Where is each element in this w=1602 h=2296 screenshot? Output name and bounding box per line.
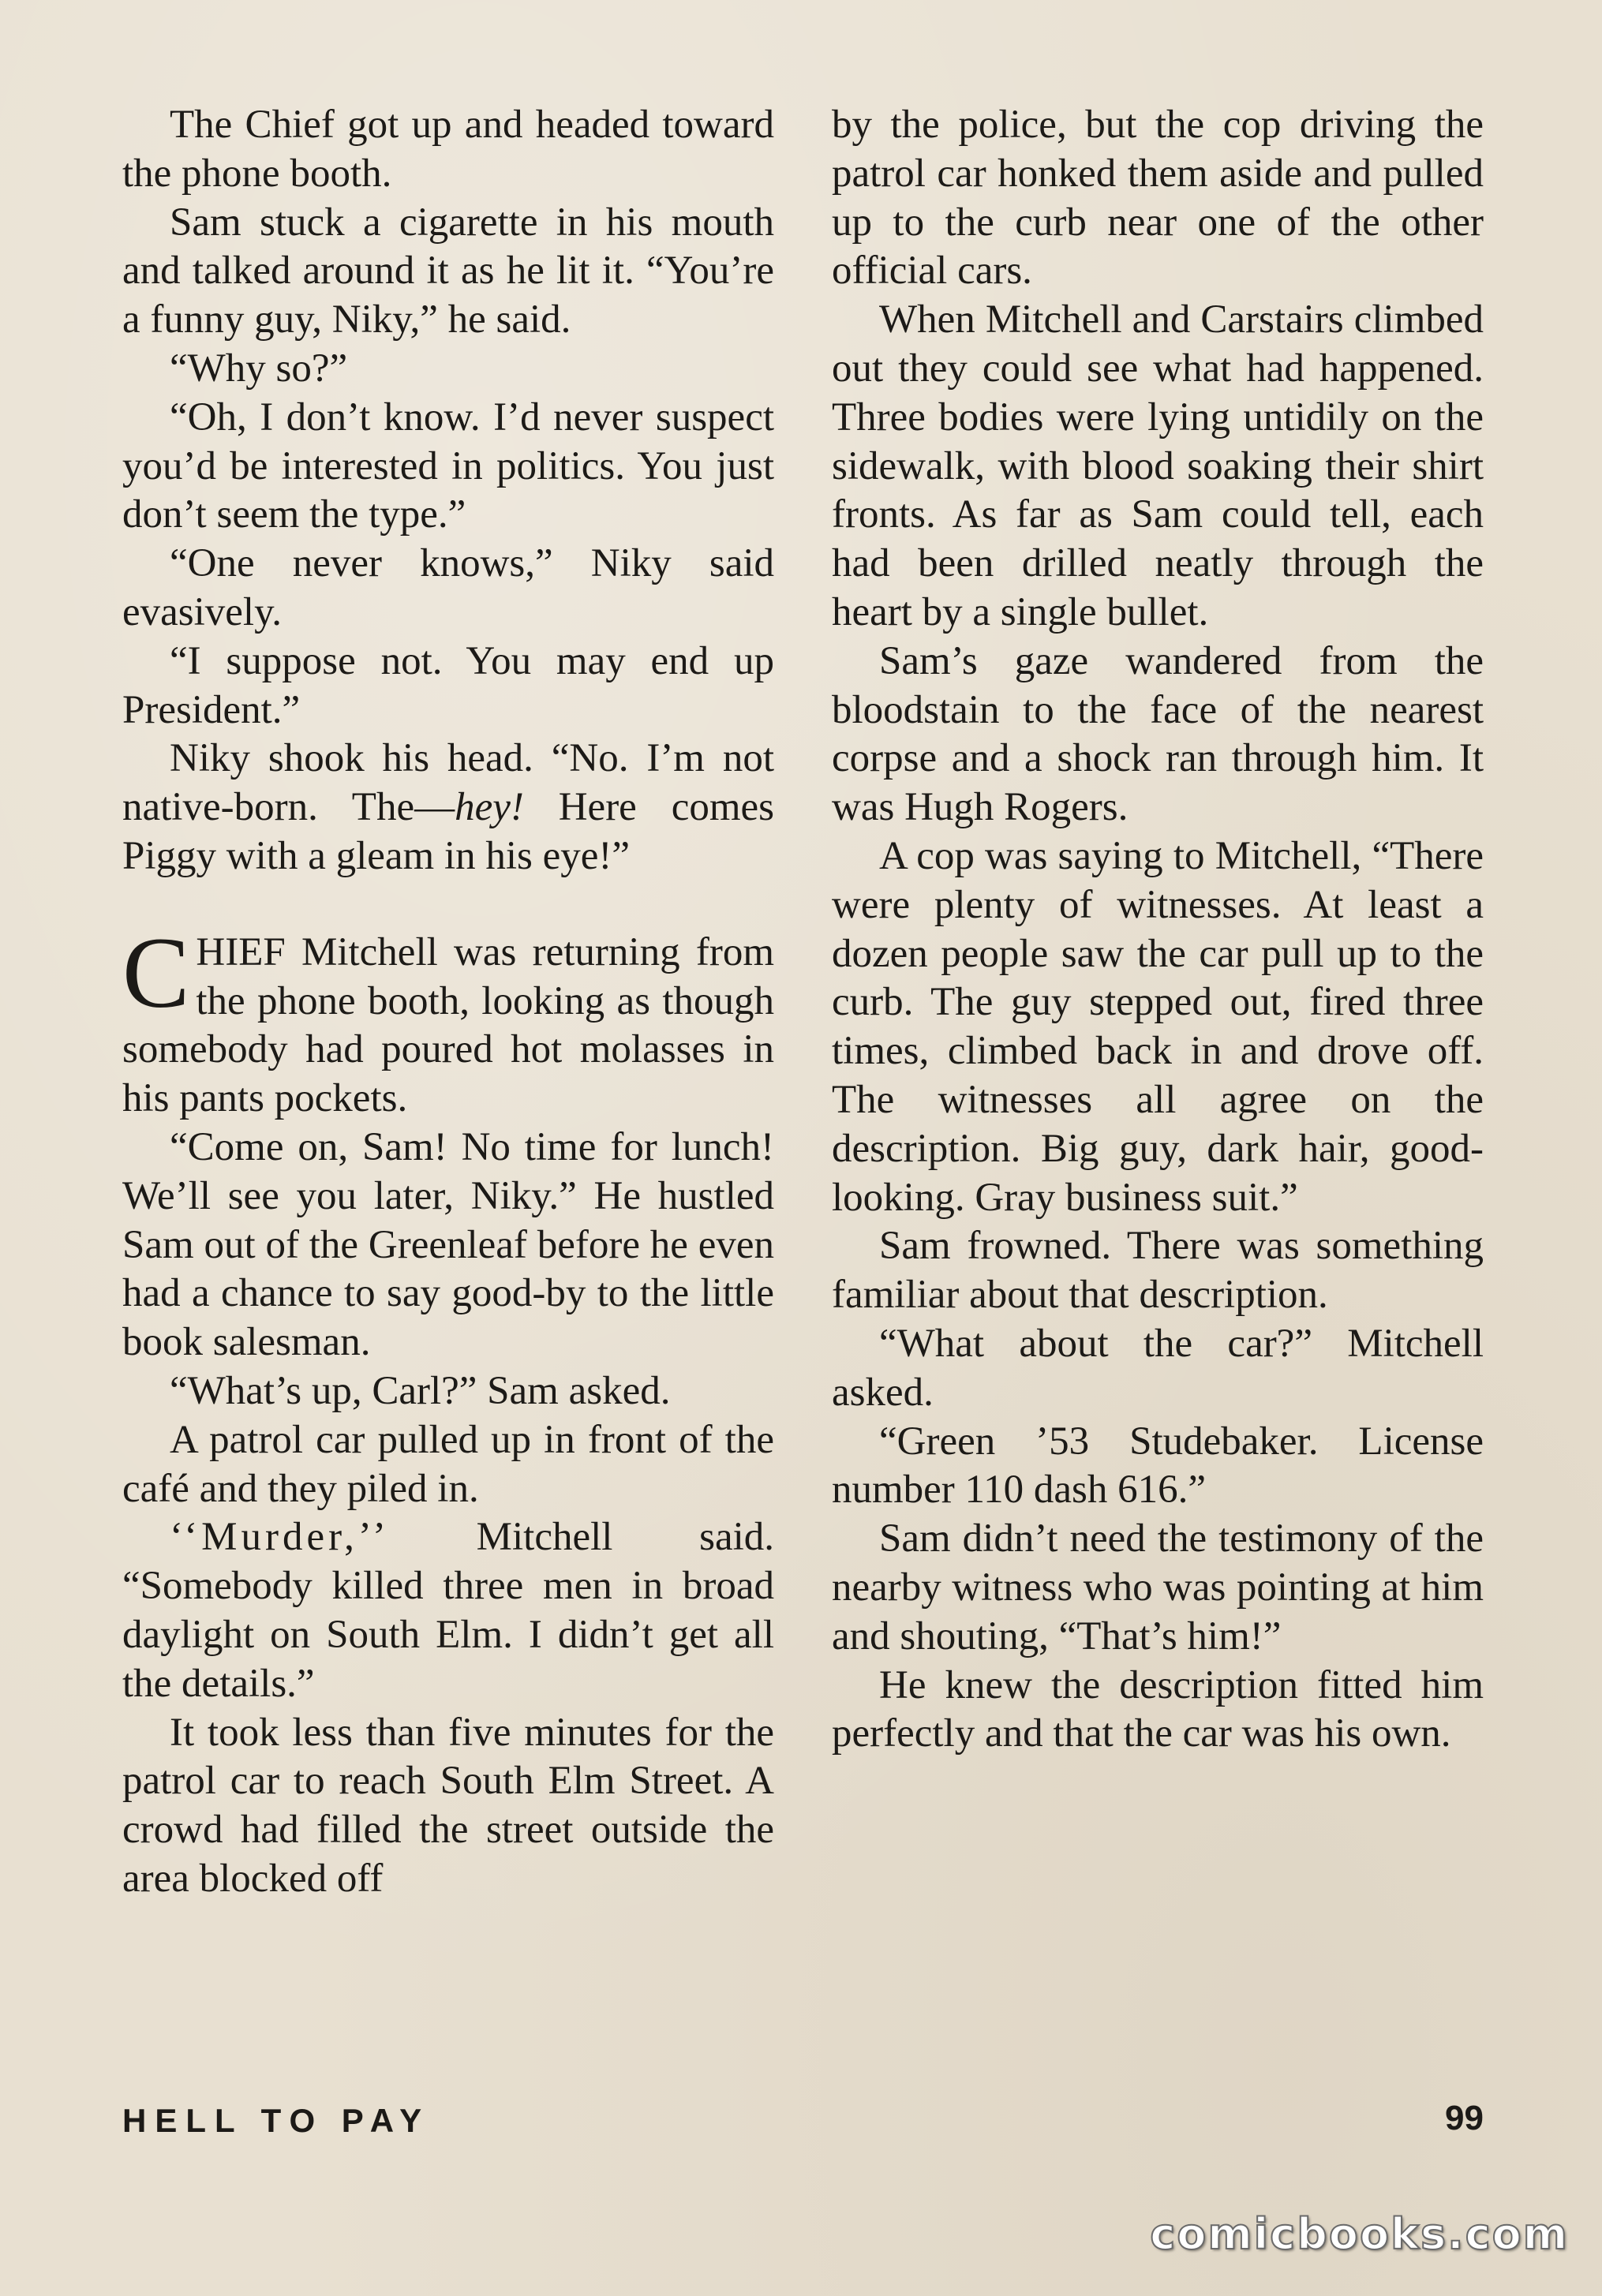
paragraph-text: Niky shook his head. “No. I’m not native-born. The—	[122, 736, 774, 830]
spaced-text: ‘‘Murder,’’	[170, 1515, 391, 1560]
paragraph: “Oh, I don’t know. I’d never suspect you’d be interested in politics. You just don’t seem the type.”	[122, 395, 774, 537]
paragraph: by the police, but the cop driving the patrol car honked them aside and pulled up to the curb near one of the other official cars.	[832, 103, 1484, 294]
paragraph: Sam didn’t need the testimony of the nearby witness who was pointing at him and shouting, “That’s him!”	[832, 1516, 1484, 1658]
paragraph: “Why so?”	[170, 346, 348, 391]
paragraph	[122, 1513, 774, 1708]
paragraph: “One never knows,” Niky said evasively.	[122, 541, 774, 634]
paragraph: “What’s up, Carl?” Sam asked.	[170, 1368, 671, 1413]
emphasis-text: hey!	[455, 785, 524, 830]
drop-cap: C	[122, 916, 190, 1029]
paragraph: It took less than five minutes for the patrol car to reach South Elm Street. A crowd had filled the street outside the area blocked off	[122, 1710, 774, 1901]
paragraph: When Mitchell and Carstairs climbed out they could see what had happened. Three bodies were lying untidily on the sidewalk, with blood soaking their shirt fronts. As far as Sam could tell, each had been drilled neatly through the heart by a single bullet.	[832, 297, 1484, 634]
paragraph-text: HIEF Mitchell was returning from the phone booth, looking as though somebody had poured hot molasses in his pants pockets.	[122, 929, 774, 1121]
page-number: 99	[1445, 2099, 1484, 2137]
left-text-column	[122, 101, 774, 1904]
paragraph: A patrol car pulled up in front of the café and they piled in.	[122, 1417, 774, 1511]
paragraph: The Chief got up and headed toward the phone booth.	[122, 103, 774, 196]
paragraph: Sam stuck a cigarette in his mouth and talked around it as he lit it. “You’re a funny guy, Niky,” he said.	[122, 200, 774, 342]
paragraph	[122, 735, 774, 881]
paragraph-text: Mitchell said. “Somebody killed three men in broad daylight on South Elm. I didn’t get all the details.”	[122, 1515, 774, 1706]
paragraph: “What about the car?” Mitchell asked.	[832, 1321, 1484, 1415]
paragraph: Sam frowned. There was something familiar about that description.	[832, 1224, 1484, 1318]
paragraph: A cop was saying to Mitchell, “There were plenty of witnesses. At least a dozen people saw the car pull up to the curb. The guy stepped out, fired three times, climbed back in and drove off. The witnesses all agree on the description. Big guy, dark hair, good-looking. Gray business suit.”	[832, 833, 1484, 1220]
paragraph: “Come on, Sam! No time for lunch! We’ll see you later, Niky.” He hustled Sam out of the Greenleaf before he even had a chance to say good-by to the little book salesman.	[122, 1124, 774, 1365]
paragraph: “Green ’53 Studebaker. License number 110 dash 616.”	[832, 1419, 1484, 1513]
right-text-column	[832, 101, 1484, 1759]
running-footer-title: HELL TO PAY	[122, 2102, 431, 2139]
paragraph: “I suppose not. You may end up President.”	[122, 638, 774, 732]
paragraph-text: Here comes Piggy with a gleam in his eye!”	[122, 785, 774, 878]
section-start-paragraph	[122, 916, 774, 1124]
paragraph: He knew the description fitted him perfectly and that the car was his own.	[832, 1662, 1484, 1756]
paragraph: Sam’s gaze wandered from the bloodstain to the face of the nearest corpse and a shock ran through him. It was Hugh Rogers.	[832, 638, 1484, 830]
watermark-logo: comicbooks.com	[1150, 2209, 1569, 2259]
